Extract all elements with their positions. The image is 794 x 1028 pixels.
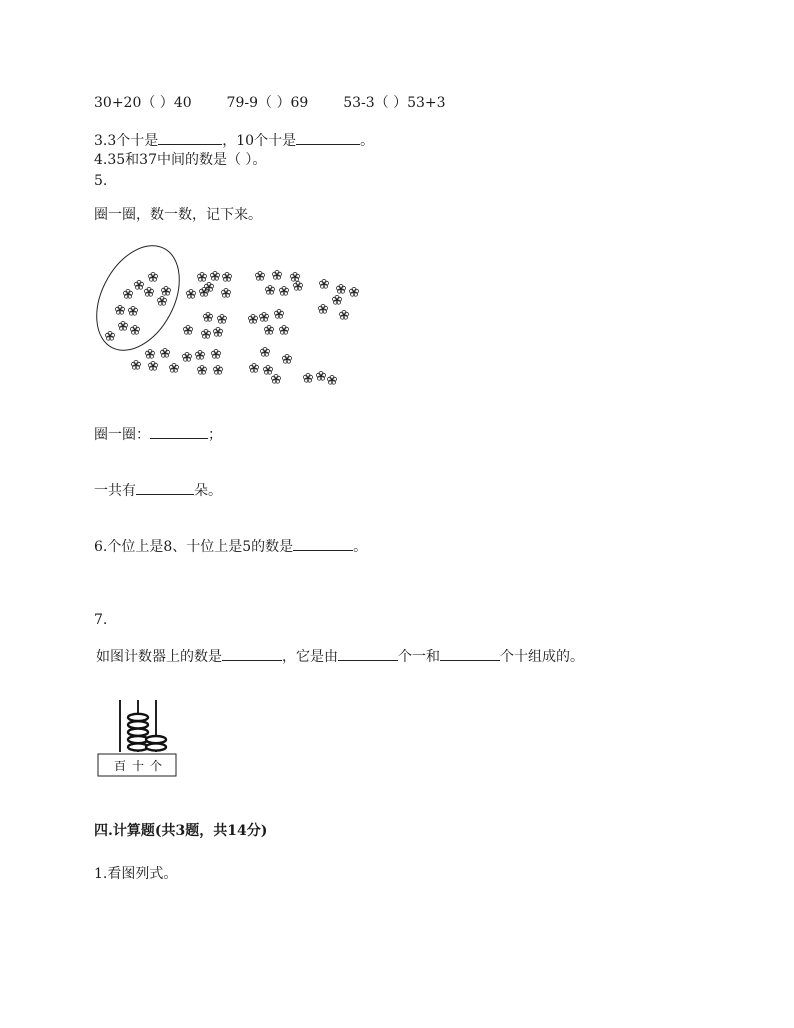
- total-answer: [94, 480, 222, 500]
- flower-group: [106, 270, 359, 384]
- q3-blank-2[interactable]: [296, 130, 360, 145]
- question-3: [94, 130, 374, 150]
- circle-loop: [80, 232, 196, 365]
- circle-answer: [94, 424, 222, 444]
- ones-bead: [146, 736, 166, 743]
- question-7-number: 7.: [94, 612, 108, 628]
- q7-part4: 个十组成的。: [500, 649, 584, 665]
- compare-left-3: 53-3: [343, 95, 375, 111]
- total-prefix: 一共有: [94, 483, 136, 499]
- question-6: [94, 536, 367, 556]
- circle-blank[interactable]: [150, 424, 208, 439]
- compare-left-1: 30+20: [94, 95, 142, 111]
- circle-label: 圈一圈：: [94, 427, 150, 443]
- section-4-title: 四.计算题(共3题，共14分): [94, 823, 268, 839]
- q7-part3: 个一和: [398, 649, 440, 665]
- ones-beads: [146, 736, 166, 751]
- q7-part1: 如图计数器上的数是: [96, 649, 222, 665]
- compare-paren-1[interactable]: （ ）: [141, 95, 174, 111]
- q6-prefix: 6.个位上是8、十位上是5的数是: [94, 539, 294, 555]
- abacus-label-tens: 十: [131, 759, 145, 773]
- q7-blank-1[interactable]: [222, 646, 282, 661]
- total-suffix: 朵。: [194, 483, 222, 499]
- abacus-figure: [97, 698, 181, 780]
- compare-right-1: 40: [173, 95, 192, 111]
- compare-right-3: 53+3: [407, 95, 446, 111]
- question-4: 4.35和37中间的数是（ ）。: [94, 152, 267, 168]
- q3-middle: ，10个十是: [222, 133, 297, 149]
- q7-blank-2[interactable]: [338, 646, 398, 661]
- tens-bead: [128, 714, 148, 721]
- circle-suffix: ；: [208, 427, 222, 443]
- tens-beads: [128, 714, 148, 751]
- q6-suffix: 。: [353, 539, 368, 555]
- ones-bead: [146, 743, 166, 750]
- abacus-label-ones: 个: [149, 759, 163, 773]
- question-5-instruction: 圈一圈，数一数，记下来。: [94, 207, 262, 223]
- compare-row: [94, 94, 446, 112]
- abacus-label-hundreds: 百: [113, 759, 127, 773]
- compare-paren-3[interactable]: （ ）: [374, 95, 408, 111]
- calc-question-1: 1.看图列式。: [94, 866, 178, 882]
- question-5-number: 5.: [94, 173, 108, 189]
- compare-left-2: 79-9: [226, 95, 258, 111]
- flowers-figure: [96, 258, 396, 408]
- q7-blank-3[interactable]: [440, 646, 500, 661]
- question-7: [96, 646, 584, 666]
- compare-right-2: 69: [290, 95, 309, 111]
- q7-part2: ，它是由: [282, 649, 338, 665]
- tens-bead: [128, 721, 148, 728]
- q3-suffix: 。: [360, 133, 375, 149]
- q3-blank-1[interactable]: [158, 130, 222, 145]
- q3-prefix: 3.3个十是: [94, 133, 159, 149]
- q6-blank[interactable]: [293, 536, 353, 551]
- total-blank[interactable]: [136, 480, 194, 495]
- tens-bead: [128, 729, 148, 736]
- compare-paren-2[interactable]: （ ）: [258, 95, 291, 111]
